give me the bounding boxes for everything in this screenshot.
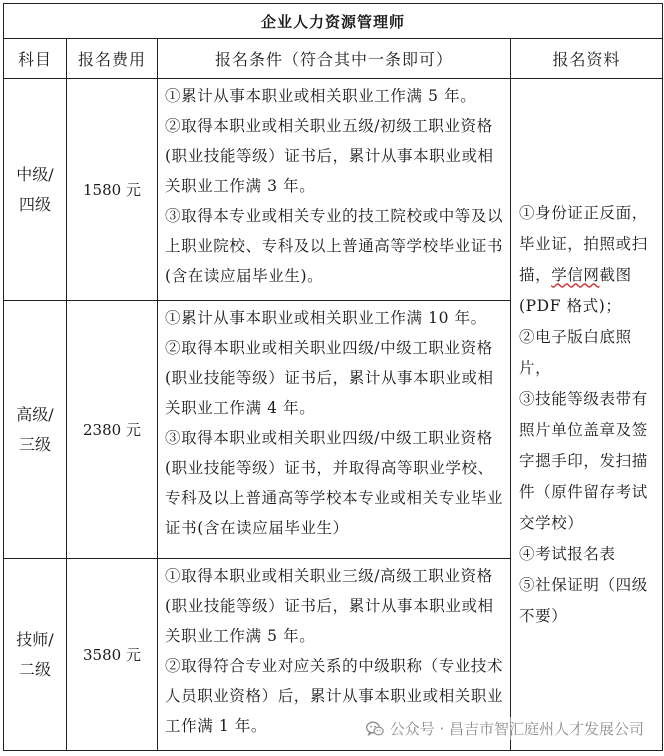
material-text: 截图(PDF 格式)； — [519, 265, 632, 315]
material-underlined-text: 学信网 — [551, 265, 600, 284]
subject-grade: 四级 — [18, 194, 51, 214]
subject-cell — [4, 79, 67, 301]
material-item: ③技能等级表带有照片单位盖章及签字摁手印，发扫描件（原件留存考试交学校） — [519, 389, 648, 532]
condition-item: ③取得本职业或相关职业四级/中级工职业资格(职业技能等级）证书，并取得高等职业学校、专科及以上普通高等学校本专业或相关专业毕业证书(含在读应届毕业生） — [165, 429, 504, 537]
subject-cell — [4, 301, 67, 559]
registration-table — [3, 3, 663, 751]
condition-item: ①累计从事本职业或相关职业工作满 5 年。 — [165, 87, 477, 105]
watermark — [364, 717, 646, 740]
condition-item: ②取得本职业或相关职业五级/初级工职业资格(职业技能等级）证书后，累计从事本职业或相关职业工作满 3 年。 — [165, 117, 494, 195]
wechat-icon — [366, 721, 384, 737]
subject-grade: 二级 — [18, 659, 51, 679]
fee-cell: 3580 元 — [67, 559, 158, 751]
subject-grade: 三级 — [18, 434, 51, 454]
header-conditions: 报名条件（符合其中一条即可） — [158, 39, 511, 79]
materials-cell — [511, 79, 663, 751]
header-fee: 报名费用 — [67, 39, 158, 79]
material-item: ⑤社保证明（四级不要） — [519, 575, 648, 625]
subject-level: 技师/ — [16, 629, 54, 649]
condition-item: ①取得本职业或相关职业三级/高级工职业资格(职业技能等级）证书后，累计从事本职业或相关职业工作满 5 年。 — [165, 567, 494, 645]
material-item: ④考试报名表 — [519, 544, 616, 563]
fee-cell: 2380 元 — [67, 301, 158, 559]
subject-level: 中级/ — [16, 164, 54, 184]
material-item — [519, 198, 656, 322]
subject-cell — [4, 559, 67, 751]
header-subject: 科目 — [4, 39, 67, 79]
condition-item: ①累计从事本职业或相关职业工作满 10 年。 — [165, 309, 487, 327]
condition-item: ③取得本专业或相关专业的技工院校或中等及以上职业院校、专科及以上普通高等学校毕业证书(含在读应届毕业生)。 — [165, 207, 504, 285]
subject-level: 高级/ — [16, 404, 54, 424]
table-title: 企业人力资源管理师 — [4, 4, 663, 39]
material-item: ②电子版白底照片， — [519, 327, 632, 377]
condition-item: ②取得本职业或相关职业四级/中级工职业资格(职业技能等级）证书后，累计从事本职业或相关职业工作满 4 年。 — [165, 339, 494, 417]
fee-cell: 1580 元 — [67, 79, 158, 301]
conditions-cell — [158, 301, 511, 559]
material-text: ①身份证正反面，毕业证，拍照或扫描， — [519, 203, 648, 284]
header-materials: 报名资料 — [511, 39, 663, 79]
table-row — [4, 79, 663, 301]
condition-item: ②取得符合专业对应关系的中级职称（专业技术人员职业资格）后，累计从事本职业或相关职业工作满 1 年。 — [165, 657, 504, 735]
conditions-cell — [158, 79, 511, 301]
watermark-text: 公众号 · 昌吉市智汇庭州人才发展公司 — [389, 720, 644, 738]
